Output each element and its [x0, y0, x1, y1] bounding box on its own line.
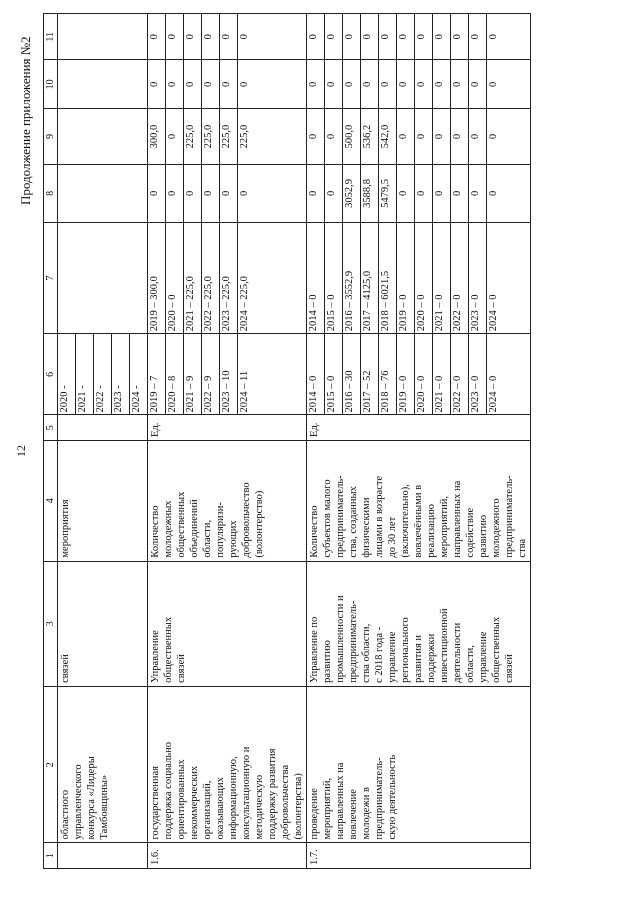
- executor: Управление по развитию промышленности и предприниматель- ства области, с 2018 года - управление регионального развития и поддержки инвестиционной деятельности области, управление общественных связей: [307, 561, 531, 686]
- cell-value: 225,0: [202, 109, 220, 164]
- cell-value: 0: [361, 14, 379, 59]
- header-cell: 10: [44, 60, 58, 109]
- year-value: 2019 – 0: [397, 334, 415, 414]
- measure-name: проведение мероприятий, направленных на вовлечение молодежи в предприниматель- скую деятельность: [307, 686, 531, 843]
- header-row: [44, 14, 58, 869]
- cell-value: 0: [397, 14, 415, 59]
- cell-value: 0: [415, 109, 433, 164]
- funding-value: 2020 – 0: [415, 223, 433, 333]
- cell-value: 0: [469, 109, 487, 164]
- indicator-years: [58, 334, 148, 415]
- cell-value: 0: [343, 14, 361, 59]
- row-number: 1.6.: [148, 843, 307, 869]
- indicator: Количество молодежных общественных объединений области, популяризи- рующих добровольчество (волонтерство): [148, 440, 307, 561]
- funding-totals: [148, 222, 307, 333]
- cell-value: 225,0: [239, 124, 250, 149]
- measure-name: государственная поддержка социально ориентированных некоммерческих организаций, оказывающих информационную, консультационную и методическую поддержку развития добровольчества (волонтерства): [148, 686, 307, 843]
- cell-value: 0: [379, 14, 397, 59]
- table-row-1-6: [148, 14, 307, 869]
- header-cell: 7: [44, 222, 58, 333]
- cell-value: 0: [451, 109, 469, 164]
- header-cell: 5: [44, 415, 58, 441]
- year-value: 2020 – 0: [415, 334, 433, 414]
- year-value: 2023 – 0: [469, 334, 487, 414]
- cell-value: 0: [325, 109, 343, 164]
- year-value: 2020 -: [58, 334, 76, 414]
- cell-value: 0: [166, 109, 184, 164]
- funding-col11: [307, 14, 531, 60]
- funding-value: 2018 – 6021,5: [379, 223, 397, 333]
- cell-value: 3052,9: [343, 165, 361, 222]
- cell-value: 0: [220, 14, 238, 59]
- indicator-years: [307, 334, 531, 415]
- cell-value: 0: [433, 14, 451, 59]
- unit: Ед.: [307, 415, 531, 441]
- funding-col8: [148, 164, 307, 222]
- cell-value: 0: [202, 165, 220, 222]
- cell-value: 0: [184, 14, 202, 59]
- cell-value: 0: [307, 109, 325, 164]
- row-number: [58, 843, 148, 869]
- cell-value: 0: [239, 34, 250, 40]
- cell-value: 0: [488, 133, 499, 140]
- cell-value: 0: [148, 165, 166, 222]
- cell-value: 0: [220, 60, 238, 108]
- funding-value: 2024 – 0: [488, 294, 499, 332]
- cell-value: 0: [469, 14, 487, 59]
- header-cell: 4: [44, 440, 58, 561]
- cell-value: 0: [239, 81, 250, 87]
- cell-value: 0: [184, 60, 202, 108]
- measure-name: областного управленческого конкурса «Лидеры Тамбовщины»: [58, 686, 148, 843]
- cell-value: 0: [239, 190, 250, 196]
- cell-value: 0: [397, 165, 415, 222]
- funding-col11: [148, 14, 307, 60]
- cell-value: 0: [433, 165, 451, 222]
- year-value: 2015 – 0: [325, 334, 343, 414]
- cell-value: 0: [451, 14, 469, 59]
- cell-value: 0: [220, 165, 238, 222]
- funding-col8: [307, 164, 531, 222]
- year-value: 2023 -: [112, 334, 130, 414]
- cell-value: 0: [379, 60, 397, 108]
- page-number: 12: [14, 445, 28, 457]
- year-value: 2024 -: [131, 385, 142, 413]
- year-value: 2021 – 9: [184, 334, 202, 414]
- cell-value: 0: [397, 109, 415, 164]
- cell-value: 0: [166, 165, 184, 222]
- funding-col10: [307, 60, 531, 109]
- cell-value: 0: [488, 81, 499, 87]
- funding-value: 2020 – 0: [166, 223, 184, 333]
- cell-value: 0: [397, 60, 415, 108]
- funding-value: 2024 – 225,0: [239, 276, 250, 332]
- header-cell: 1: [44, 843, 58, 869]
- header-cell: 8: [44, 164, 58, 222]
- cell-value: 0: [415, 14, 433, 59]
- year-value: 2021 – 0: [433, 334, 451, 414]
- year-value: 2017 – 52: [361, 334, 379, 414]
- cell-value: 0: [184, 165, 202, 222]
- cell-value: 0: [415, 165, 433, 222]
- funding-value: 2023 – 225,0: [220, 223, 238, 333]
- header-cell: 2: [44, 686, 58, 843]
- funding-col9: [148, 109, 307, 165]
- cell-value: 500,0: [343, 109, 361, 164]
- cell-value: 542,0: [379, 109, 397, 164]
- cell-value: 0: [202, 60, 220, 108]
- header-cell: 6: [44, 334, 58, 415]
- indicator: мероприятия: [58, 440, 148, 561]
- cell-value: 0: [469, 165, 487, 222]
- year-value: 2022 -: [94, 334, 112, 414]
- cell-value: 0: [307, 60, 325, 108]
- cell-value: 0: [451, 165, 469, 222]
- year-value: 2014 – 0: [307, 334, 325, 414]
- year-value: 2022 – 9: [202, 334, 220, 414]
- funding-value: 2019 – 300,0: [148, 223, 166, 333]
- appendix-label: Продолжение приложения №2: [18, 36, 33, 205]
- cell-value: 0: [469, 60, 487, 108]
- cell-value: 536,2: [361, 109, 379, 164]
- cell-value: 0: [307, 14, 325, 59]
- cell-value: 0: [415, 60, 433, 108]
- funding-col10: [148, 60, 307, 109]
- program-table: [43, 13, 531, 869]
- header-cell: 11: [44, 14, 58, 60]
- indicator: Количество субъектов малого предприниматель- ства, созданных физическими лицами в возрасте до 30 лет (включительно), вовлечёнными в реализацию мероприятий, направленных на содействие развитию молодежного предприниматель- ства: [307, 440, 531, 561]
- year-value: 2020 – 8: [166, 334, 184, 414]
- funding-value: 2023 – 0: [469, 223, 487, 333]
- cell-value: 0: [148, 60, 166, 108]
- cell-value: 0: [166, 60, 184, 108]
- cell-value: 225,0: [184, 109, 202, 164]
- table-row-1-7: [307, 14, 531, 869]
- cell-value: 0: [148, 14, 166, 59]
- funding-value: 2021 – 0: [433, 223, 451, 333]
- header-cell: 9: [44, 109, 58, 165]
- funding-value: 2021 – 225,0: [184, 223, 202, 333]
- cell-value: 0: [325, 165, 343, 222]
- indicator-years: [148, 334, 307, 415]
- cell-value: 0: [361, 60, 379, 108]
- cell-value: 0: [307, 165, 325, 222]
- year-value: 2018 – 76: [379, 334, 397, 414]
- funding-value: 2019 – 0: [397, 223, 415, 333]
- funding-value: 2014 – 0: [307, 223, 325, 333]
- funding-value: 2022 – 225,0: [202, 223, 220, 333]
- year-value: 2022 – 0: [451, 334, 469, 414]
- funding-totals: [307, 222, 531, 333]
- cell-value: 0: [325, 14, 343, 59]
- funding-value: 2017 – 4125,0: [361, 223, 379, 333]
- year-value: 2016 – 30: [343, 334, 361, 414]
- funding-value: 2016 – 3552,9: [343, 223, 361, 333]
- funding-value: 2022 – 0: [451, 223, 469, 333]
- cell-value: 5479,5: [379, 165, 397, 222]
- cell-value: 0: [488, 34, 499, 40]
- cell-value: 225,0: [220, 109, 238, 164]
- funding-col9: [307, 109, 531, 165]
- unit: Ед.: [148, 415, 307, 441]
- table-row-continuation: [58, 14, 148, 869]
- unit: [58, 415, 148, 441]
- cell-value: 0: [433, 109, 451, 164]
- year-value: 2021 -: [76, 334, 94, 414]
- year-value: 2019 – 7: [148, 334, 166, 414]
- executor: Управление общественных связей: [148, 561, 307, 686]
- funding-value: 2015 – 0: [325, 223, 343, 333]
- cell-value: 3588,8: [361, 165, 379, 222]
- cell-value: 0: [433, 60, 451, 108]
- cell-value: 0: [343, 60, 361, 108]
- executor: связей: [58, 561, 148, 686]
- cell-value: 0: [325, 60, 343, 108]
- cell-value: 0: [488, 190, 499, 196]
- cell-value: 0: [202, 14, 220, 59]
- cell-value: 300,0: [148, 109, 166, 164]
- row-number: 1.7.: [307, 843, 531, 869]
- cell-value: 0: [166, 14, 184, 59]
- year-value: 2024 – 11: [239, 370, 250, 413]
- cell-value: 0: [451, 60, 469, 108]
- header-cell: 3: [44, 561, 58, 686]
- year-value: 2024 – 0: [488, 375, 499, 413]
- year-value: 2023 – 10: [220, 334, 238, 414]
